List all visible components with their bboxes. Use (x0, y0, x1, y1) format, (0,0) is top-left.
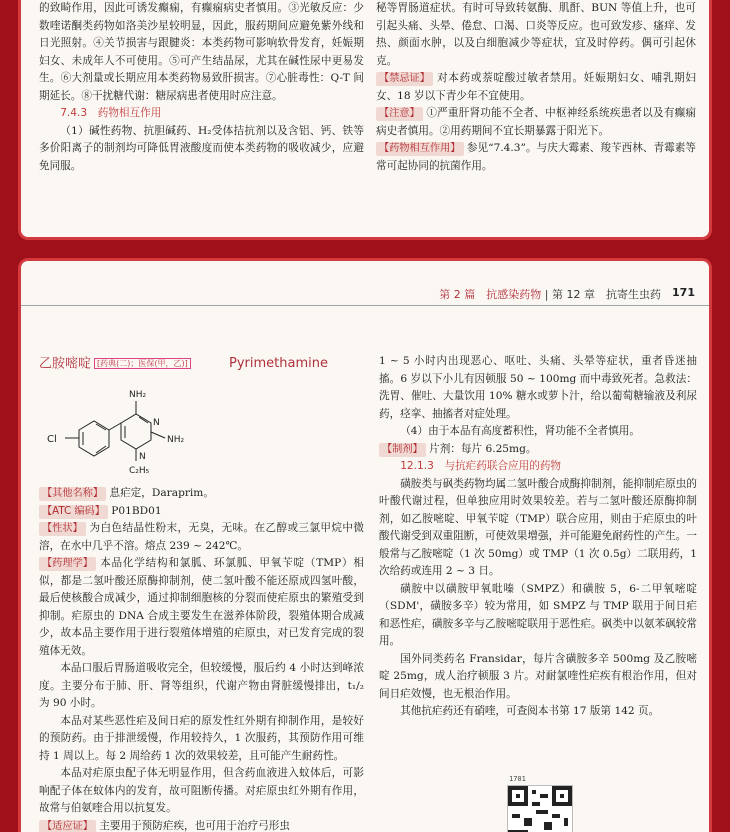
atom-n-1: N (153, 418, 160, 428)
drug-name-cn: 乙胺嘧啶 (39, 356, 92, 372)
note-text: ①严重肝肾功能不全者、中枢神经系统疾患者以及有癫痫病史者慎用。②用药期间不宜长期暴露于阳光下。 (376, 107, 696, 137)
other-names-tag: 【其他名称】 (39, 487, 106, 501)
property-text: 为白色结晶性粉末，无臭，无味。在乙醇或三氯甲烷中微溶，在水中几乎不溶。熔点 239 ~ 242℃。 (39, 522, 365, 552)
pharmacology-text: 本品化学结构和氯胍、环氯胍、甲氧苄啶（TMP）相似，都是二氢叶酸还原酶抑制剂，使二氢叶酸不能还原成四氢叶酸，最后使核酸合成减少，通过抑制细胞核的分裂而使疟原虫的繁殖受到抑制。疟原虫的 DNA 合成主要发生在滋养体阶段，裂殖体期合成减少，故本品主要作用于进行裂殖体增殖的疟原虫，对已发育完成的裂殖体无效。 (39, 557, 364, 657)
side-effects-text: 的致畸作用，因此可诱发癫痫，有癫痫病史者慎用。③光敏反应：少数喹诺酮类药物如洛美沙星较明显，因此，服药期间应避免紫外线和日光照射。④关节损害与跟腱炎：本类药物可影响软骨发育，妊娠期妇女、未成年人不可使用。⑤可产生结晶尿，尤其在碱性尿中更易发生。⑥大剂量或长期应用本类药物易致肝损害。⑦心脏毒性：Q-T 间期延长。⑧干扰糖代谢：糖尿病患者使用时应注意。 (39, 2, 364, 102)
toxicity-text: 1 ~ 5 小时内出现恶心、呕吐、头痛、头晕等症状，重者昏迷抽搐。6 岁以下小儿有因顿服 50 ~ 100mg 而中毒致死者。急救法：洗胃、催吐、大量饮用 10% 糖水或萝卜汁，给以葡萄糖输液及利尿药，痉挛、抽搐者对症处理。 (379, 355, 697, 420)
section-heading-interaction: 7.4.3 药物相互作用 (60, 107, 162, 119)
indication-text: 主要用于预防疟疾，也可用于治疗弓形虫 (99, 819, 290, 832)
other-names-text: 息疟定，Daraprim。 (109, 487, 214, 499)
combination-text-4: 其他抗疟药还有硝喹，可查阅本书第 17 版第 142 页。 (400, 705, 660, 717)
atom-n-2: N (139, 452, 146, 462)
qr-code-image[interactable] (507, 785, 573, 832)
preparation-tag: 【制剂】 (379, 443, 426, 457)
atom-c2h5: C₂H₅ (129, 466, 150, 476)
pharmacokinetics-text: 本品口服后胃肠道吸收完全，但较缓慢，服后约 4 小时达到峰浓度。主要分布于肺、肝、肾等组织，代谢产物由肾脏缓慢排出，t₁/₂ 为 90 小时。 (39, 662, 364, 709)
drug-interaction-tag: 【药物相互作用】 (376, 142, 464, 156)
drug-name-en: Pyrimethamine (229, 356, 328, 371)
interaction-text: （1）碱性药物、抗胆碱药、H₂受体拮抗剂以及含铝、钙、铁等多价阳离子的制剂均可降低胃液酸度而使本类药物的吸收减少，应避免同服。 (39, 124, 364, 172)
header-chapter: 第 12 章 抗寄生虫药 (552, 288, 661, 301)
bottom-right-column (379, 353, 697, 721)
section-heading-combination: 12.1.3 与抗疟药联合应用的药物 (400, 460, 562, 472)
note-tag: 【注意】 (376, 107, 423, 121)
drug-class-badge: [药典(二)；医保(甲，乙)] (94, 358, 191, 369)
top-left-column (39, 0, 364, 175)
header-part: 第 2 篇 抗感染药物 (439, 288, 542, 301)
page-number: 171 (672, 286, 695, 299)
top-page-card (18, 0, 712, 240)
bottom-page-card (18, 258, 712, 832)
chemical-structure (39, 375, 364, 485)
atc-code: P01BD01 (111, 504, 162, 517)
preparation-text: 片剂：每片 6.25mg。 (429, 442, 537, 455)
adverse-text: 秘等胃肠道症状。有时可导致转氨酶、肌酐、BUN 等值上升，也可引起头痛、头晕、倦怠、口渴、口炎等反应。也可致发疹、瘙痒、发热、颜面水肿，以及白细胞减少等症状，宜及时停药。偶可引起休克。 (376, 2, 696, 67)
drug-title (39, 353, 364, 375)
indication-tag: 【适应证】 (39, 820, 96, 832)
renal-caution-text: （4）由于本品有高度蓄积性，肾功能不全者慎用。 (400, 425, 640, 437)
page-header: 第 2 篇 抗感染药物 | 第 12 章 抗寄生虫药 171 (21, 283, 709, 306)
top-right-column (376, 0, 696, 175)
pharmacology-tag: 【药理学】 (39, 557, 96, 571)
atc-tag: 【ATC 编码】 (39, 505, 108, 519)
qr-caption: 1701 (509, 775, 526, 783)
atom-nh2-right: NH₂ (167, 435, 185, 445)
effect-text-1: 本品对某些恶性疟及间日疟的原发性红外期有抑制作用，是较好的预防药。由于排泄缓慢，作用较持久，1 次服药，其预防作用可维持 1 周以上。每 2 周给药 1 次的效果较差，且可能产生耐药性。 (39, 714, 364, 762)
combination-text-2: 磺胺中以磺胺甲氧吡嗪（SMPZ）和磺胺 5，6-二甲氧嘧啶（SDM'，磺胺多辛）较为常用，如 SMPZ 与 TMP 联用于间日疟和恶性疟，磺胺多辛与乙胺嘧啶联用于恶性疟。砜类中以氨苯砜较常用。 (379, 582, 697, 647)
atom-cl: Cl (47, 434, 57, 445)
effect-text-2: 本品对疟原虫配子体无明显作用，但含药血液进入蚊体后，可影响配子体在蚊体内的发育，故可阻断传播。对疟原虫红外期有作用，故常与伯氨喹合用以抗复发。 (39, 767, 364, 814)
drug-interaction-text: 参见“7.4.3”。与庆大霉素、羧苄西林、青霉素等常可起协同的抗菌作用。 (376, 142, 696, 172)
property-tag: 【性状】 (39, 522, 86, 536)
atom-nh2-top: NH₂ (129, 390, 147, 400)
combination-text-1: 磺胺类与砜类药物均属二氢叶酸合成酶抑制剂，能抑制疟原虫的叶酸代谢过程，但单独应用时效果较差。若与二氢叶酸还原酶抑制剂，如乙胺嘧啶、甲氧苄啶（TMP）联合应用，则由于疟原虫的叶酸代谢受到双重阻断，可使效果增强，并可能避免耐药性的产生。一般常与乙胺嘧啶（1 次 50mg）或 TMP（1 次 0.5g）二联用药，1 次给药或连用 2 ~ 3 日。 (379, 477, 697, 577)
contraindication-text: 对本药或萘啶酸过敏者禁用。妊娠期妇女、哺乳期妇女、18 岁以下青少年不宜使用。 (376, 72, 697, 102)
bottom-left-column (39, 353, 364, 832)
combination-text-3: 国外同类药名 Fransidar，每片含磺胺多辛 500mg 及乙胺嘧啶 25mg，成人治疗顿服 3 片。对耐氯喹性疟疾有根治作用，但对间日疟效慢，也无根治作用。 (379, 652, 697, 700)
contraindication-tag: 【禁忌证】 (376, 72, 433, 86)
